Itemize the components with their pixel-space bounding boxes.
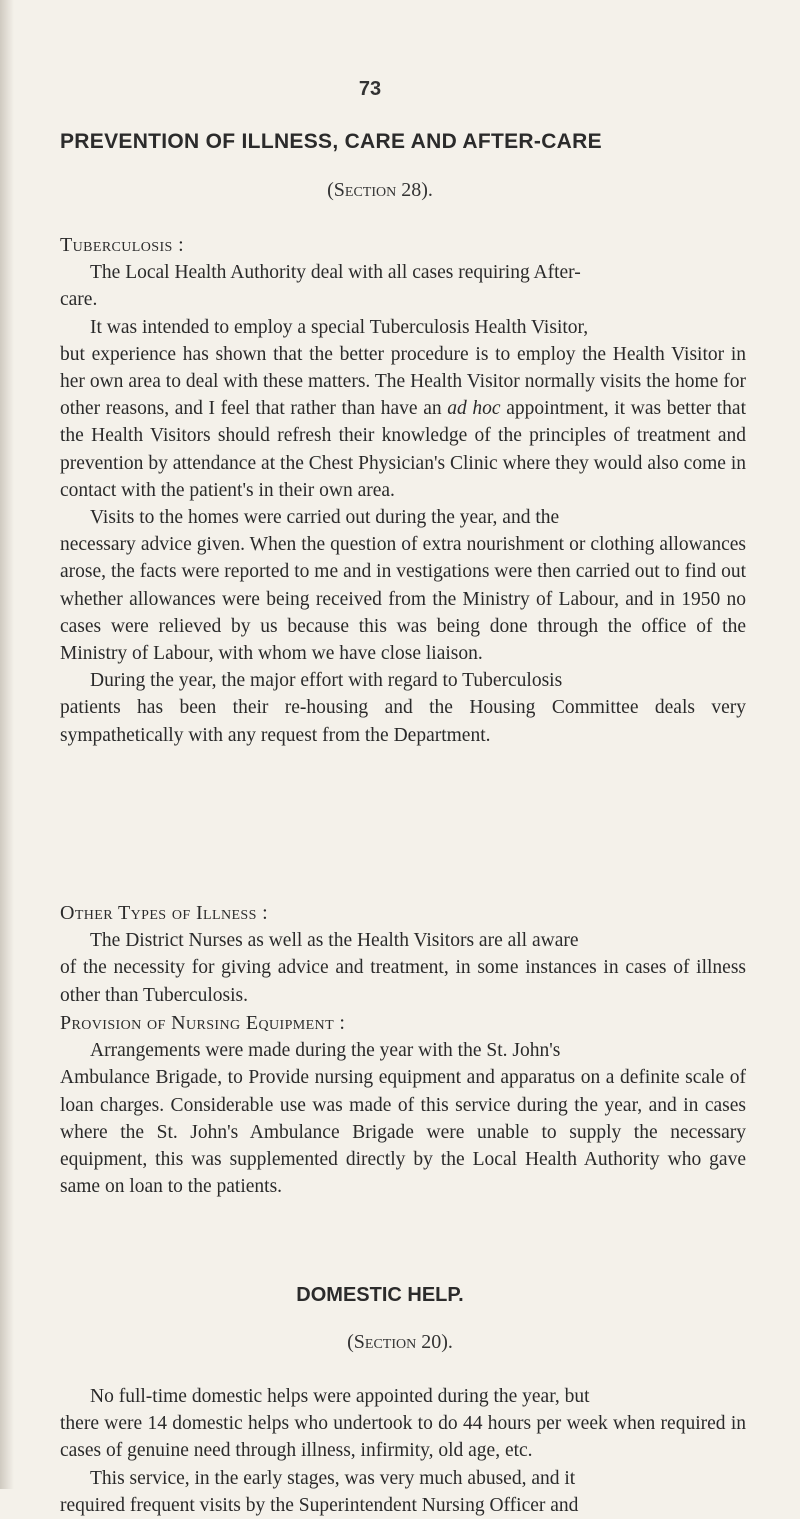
tuberculosis-paragraph-3: Visits to the homes were carried out during the year, and the necessary advice given. When the question of extra nourishment or clothing allowances arose, the facts were reported to me and in vestigations were then carried out to find out whether allowances were being received from the Ministry of Labour, and in 1950 no cases were relieved by us because this was being done through the office of the Ministry of Labour, with whom we have close liaison. [60, 507, 746, 665]
other-illness-heading: Other Types of Illness : [60, 902, 269, 924]
tuberculosis-paragraph-2: It was intended to employ a special Tuberculosis Health Visitor, but experience has shown that the better procedure is to employ the Health Visitor in her own area to deal with these matters. The Health Visitor normally visits the home for other reasons, and I feel that rather than have an ad hoc appointment, it was better that the Health Visitors should refresh their knowledge of the principles of treatment and prevention by attendance at the Chest Physician's Clinic where they would also come in contact with the patient's in their own area. [60, 316, 746, 501]
domestic-section-reference: (Section 20). [347, 1331, 453, 1353]
tuberculosis-heading: Tuberculosis : [60, 234, 185, 256]
domestic-help-paragraph-2: This service, in the early stages, was very much abused, and it required frequent visits by the Superintendent Nursing Officer and [60, 1467, 579, 1516]
tuberculosis-paragraph-4: During the year, the major effort with regard to Tuberculosis patients has been their re-housing and the Housing Committee deals very sympathetically with any request from the Department. [60, 670, 746, 746]
other-illness-section [60, 900, 746, 1009]
main-heading: PREVENTION OF ILLNESS, CARE AND AFTER-CARE [60, 130, 602, 153]
section-reference: (Section 28). [327, 179, 433, 201]
tuberculosis-paragraph-1: The Local Health Authority deal with all cases requiring After- care. [60, 262, 581, 311]
page-edge-shadow [0, 0, 14, 1489]
tuberculosis-section [60, 232, 746, 749]
domestic-help-paragraph-1: No full-time domestic helps were appointed during the year, but there were 14 domestic helps who undertook to do 44 hours per week when required in cases of genuine need through illness, infirmity, old age, etc. [60, 1386, 746, 1462]
other-illness-paragraph: The District Nurses as well as the Health Visitors are all aware of the necessity for giving advice and treatment, in some instances in cases of illness other than Tuberculosis. [60, 930, 746, 1006]
domestic-help-section [60, 1383, 746, 1519]
nursing-equipment-paragraph: Arrangements were made during the year with the St. John's Ambulance Brigade, to Provide nursing equipment and apparatus on a definite scale of loan charges. Considerable use was made of this service during the year, and in cases where the St. John's Ambulance Brigade were unable to supply the necessary equipment, this was supplemented directly by the Local Health Authority who gave same on loan to the patients. [60, 1040, 746, 1198]
page-number: 73 [358, 78, 382, 100]
nursing-equipment-heading: Provision of Nursing Equipment : [60, 1012, 346, 1034]
nursing-equipment-section [60, 1010, 746, 1200]
domestic-help-heading: DOMESTIC HELP. [296, 1284, 464, 1306]
ad-hoc-italic: ad hoc [447, 398, 501, 420]
